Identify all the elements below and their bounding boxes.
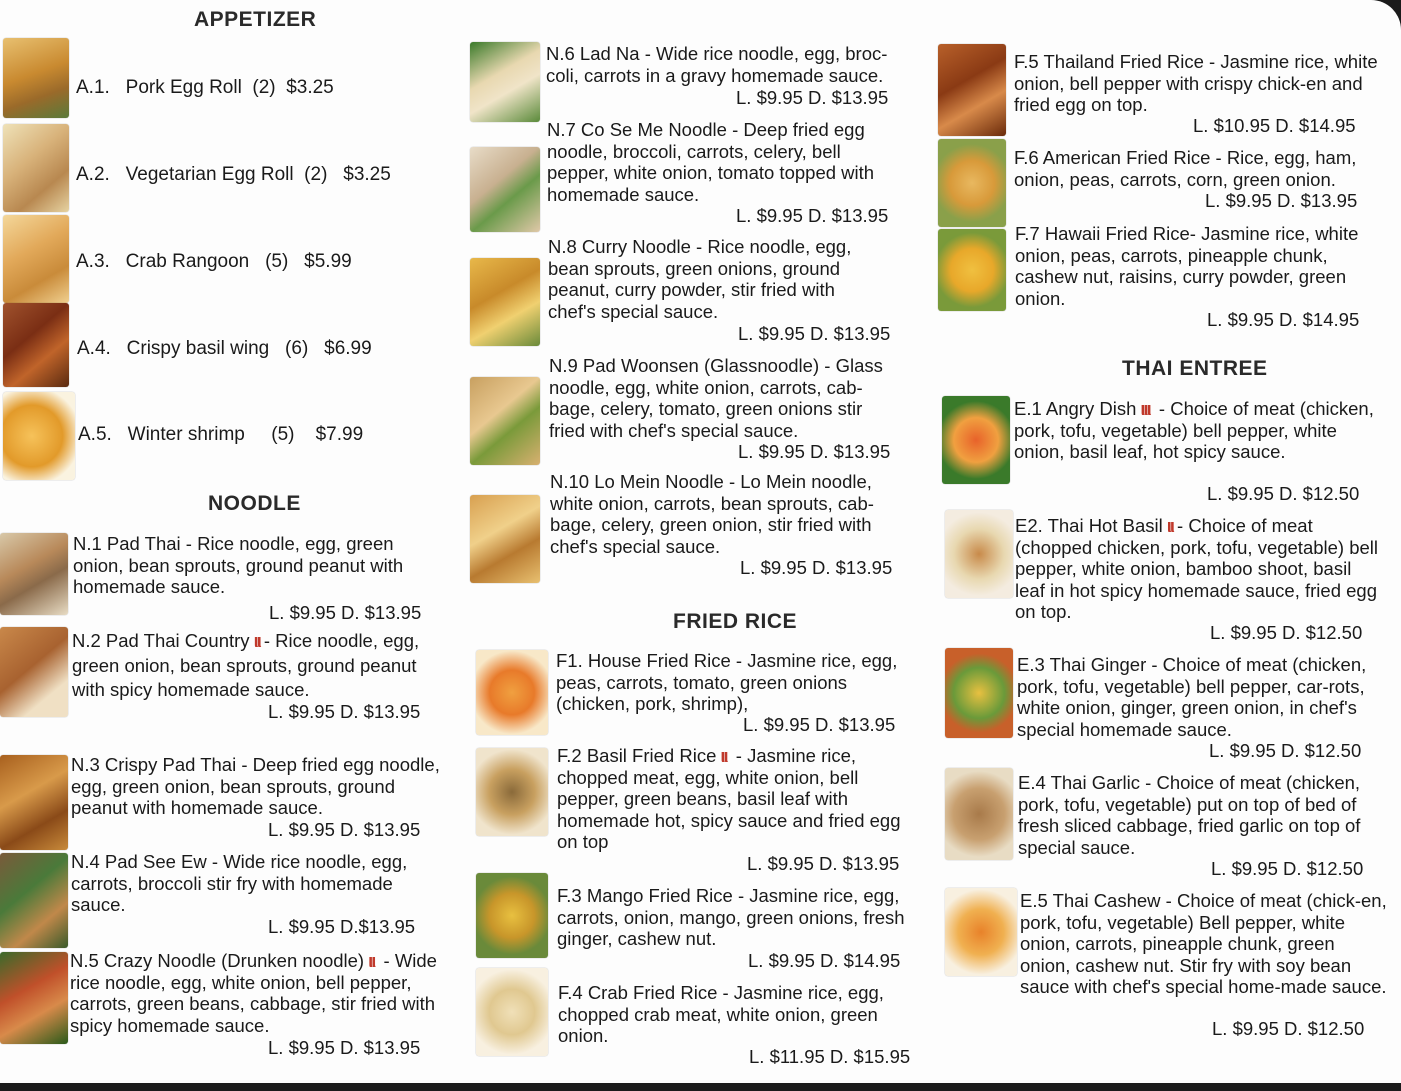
- pad-thai-photo: [0, 533, 68, 615]
- item-desc: - Jasmine rice, egg, peas, carrots, tomato, green onions (chicken, pork, shrimp),: [556, 650, 898, 714]
- item-desc: - Rice noodle, egg, green onion, bean sprouts, ground peanut with spicy homemade sauce.: [72, 630, 420, 700]
- fried-rice-item-f5: [1014, 51, 1389, 116]
- noodle-item-n1: [73, 533, 443, 598]
- thai-hot-basil-photo: [945, 510, 1013, 598]
- item-desc: - Jasmine rice, egg, chopped crab meat, white onion, green onion.: [558, 982, 884, 1046]
- noodle-item-n3: [71, 754, 441, 819]
- thailand-fried-rice-photo: [938, 44, 1006, 136]
- appetizer-heading: APPETIZER: [194, 8, 317, 31]
- thai-cashew-photo: [945, 888, 1017, 976]
- item-price: $6.99: [324, 338, 372, 359]
- noodle-item-n2: [72, 629, 442, 703]
- mango-fried-rice-photo: [476, 873, 548, 958]
- item-price: L. $9.95 D. $13.95: [736, 87, 889, 108]
- item-title: N.9 Pad Woonsen (Glassnoodle): [549, 355, 820, 376]
- curry-noodle-photo: [470, 258, 540, 346]
- item-name: Pork Egg Roll: [125, 77, 242, 98]
- item-code: A.1.: [76, 77, 110, 98]
- lo-mein-photo: [470, 495, 540, 583]
- item-title: F.3 Mango Fried Rice: [557, 885, 733, 906]
- basil-fried-rice-photo: [476, 748, 548, 836]
- item-title: F.2 Basil Fried Rice: [557, 745, 717, 766]
- lad-na-photo: [470, 42, 540, 122]
- item-price: L. $9.95 D. $13.95: [747, 853, 900, 874]
- item-title: N.3 Crispy Pad Thai: [71, 754, 237, 775]
- entree-item-e5: [1020, 890, 1390, 998]
- item-price: L. $9.95 D. $14.95: [1207, 309, 1360, 330]
- item-title: F1. House Fried Rice: [556, 650, 731, 671]
- fried-rice-item-f3: [557, 885, 922, 950]
- item-desc: - Choice of meat (chopped chicken, pork, tofu, vegetable) bell pepper, white onion, bamboo shoot, basil leaf in hot spicy homemade sauce, fried egg on top.: [1015, 515, 1379, 622]
- item-price: L. $9.95 D. $12.50: [1211, 858, 1364, 879]
- item-code: A.4.: [77, 338, 111, 359]
- veg-egg-roll-photo: [3, 124, 69, 212]
- item-price: L. $10.95 D. $14.95: [1193, 115, 1356, 136]
- item-price: L. $9.95 D. $14.95: [748, 950, 901, 971]
- appetizer-item-a1: [76, 77, 334, 99]
- page-bottom-edge: [0, 1083, 1401, 1091]
- item-desc: - Rice noodle, egg, green onion, bean sprouts, ground peanut with homemade sauce.: [73, 533, 404, 597]
- basil-wing-photo: [3, 303, 69, 387]
- item-price: L. $9.95 D. $12.50: [1207, 483, 1360, 504]
- item-title: F.6 American Fried Rice: [1014, 147, 1211, 168]
- item-code: A.3.: [76, 251, 110, 272]
- noodle-item-n7: [547, 119, 877, 205]
- noodle-item-n4: [71, 851, 441, 916]
- fried-rice-item-f6: [1014, 147, 1369, 190]
- item-title: N.2 Pad Thai Country: [72, 630, 250, 651]
- item-desc: - Choice of meat (chick-en, pork, tofu, vegetable) Bell pepper, white onion, carrots, pineapple chunk, green onion, cashew nut. Stir fry with soy bean sauce with chef's special home-made sauce.: [1020, 890, 1387, 997]
- appetizer-item-a3: [76, 251, 352, 273]
- item-desc: - Deep fried egg noodle, broccoli, carrots, celery, bell pepper, white onion, tomato topped with homemade sauce.: [547, 119, 875, 205]
- hawaii-fried-rice-photo: [938, 229, 1006, 311]
- winter-shrimp-photo: [3, 392, 75, 480]
- item-name: Crab Rangoon: [125, 251, 250, 272]
- item-code: A.2.: [76, 164, 110, 185]
- fried-rice-item-f4: [558, 982, 913, 1047]
- american-fried-rice-photo: [938, 139, 1006, 227]
- item-title: E.4 Thai Garlic: [1018, 772, 1141, 793]
- item-price: L. $9.95 D. $13.95: [740, 557, 893, 578]
- item-title: E.3 Thai Ginger: [1017, 654, 1147, 675]
- fried-rice-item-f7: [1015, 223, 1375, 309]
- egg-roll-photo: [3, 38, 69, 118]
- item-price: L. $9.95 D. $13.95: [269, 602, 422, 623]
- fried-rice-heading: FRIED RICE: [673, 610, 798, 633]
- item-title: N.4 Pad See Ew: [71, 851, 207, 872]
- crispy-pad-thai-photo: [0, 755, 68, 850]
- chili-icon: ιιι: [1140, 398, 1150, 419]
- item-desc: - Deep fried egg noodle, egg, green onion, bean sprouts, ground peanut with homemade sauce.: [71, 754, 440, 818]
- house-fried-rice-photo: [476, 650, 548, 735]
- item-price: L. $9.95 D. $13.95: [738, 323, 891, 344]
- chili-icon: ιι: [253, 630, 260, 651]
- noodle-item-n10: [550, 471, 900, 557]
- fried-rice-item-f1: [556, 650, 906, 715]
- item-desc: - Jasmine rice, egg, carrots, onion, mango, green onions, fresh ginger, cashew nut.: [557, 885, 905, 949]
- item-title: E2. Thai Hot Basil: [1015, 515, 1163, 536]
- item-title: N.7 Co Se Me Noodle: [547, 119, 727, 140]
- item-price: L. $11.95 D. $15.95: [749, 1046, 911, 1067]
- item-price: L. $9.95 D. $13.95: [268, 701, 421, 722]
- item-price: L. $9.95 D. $12.50: [1209, 740, 1362, 761]
- item-desc: - Wide rice noodle, egg, broc-coli, carrots in a gravy homemade sauce.: [546, 43, 888, 86]
- item-price: L. $9.95 D. $13.95: [268, 1037, 421, 1058]
- item-title: E.5 Thai Cashew: [1020, 890, 1161, 911]
- noodle-heading: NOODLE: [208, 492, 301, 515]
- angry-dish-photo: [942, 396, 1010, 484]
- item-price: L. $9.95 D. $13.95: [743, 714, 896, 735]
- item-name: Winter shrimp: [127, 424, 245, 445]
- item-price: L. $9.95 D. $12.50: [1212, 1018, 1365, 1039]
- noodle-item-n5: [70, 950, 450, 1036]
- item-title: F.4 Crab Fried Rice: [558, 982, 718, 1003]
- item-title: N.8 Curry Noodle: [548, 236, 691, 257]
- item-desc: - Rice noodle, egg, bean sprouts, green onions, ground peanut, curry powder, stir fried with chef's special sauce.: [548, 236, 852, 322]
- item-title: N.6 Lad Na: [546, 43, 640, 64]
- item-price: L. $9.95 D. $13.95: [736, 205, 889, 226]
- entree-item-e4: [1018, 772, 1383, 858]
- appetizer-item-a5: [78, 424, 363, 446]
- item-price: L. $9.95 D. $13.95: [268, 819, 421, 840]
- item-title: N.10 Lo Mein Noodle: [550, 471, 724, 492]
- item-desc: - Choice of meat (chicken, pork, tofu, vegetable) bell pepper, white onion, basil leaf, hot spicy sauce.: [1014, 398, 1374, 462]
- item-desc: - Lo Mein noodle, white onion, carrots, bean sprouts, cab-bage, celery, green onion, stir fried with chef's special sauce.: [550, 471, 874, 557]
- item-desc: - Jasmine rice, white onion, bell pepper with crispy chick-en and fried egg on top.: [1014, 51, 1378, 115]
- item-name: Crispy basil wing: [126, 338, 270, 359]
- item-qty: (2): [304, 164, 328, 185]
- item-price: $3.25: [286, 77, 334, 98]
- noodle-item-n8: [548, 236, 868, 322]
- crab-rangoon-photo: [3, 215, 69, 303]
- item-desc: - Jasmine rice, white onion, peas, carrots, pineapple chunk, cashew nut, raisins, curry powder, green onion.: [1015, 223, 1359, 309]
- item-price: L. $9.95 D. $12.50: [1210, 622, 1363, 643]
- item-desc: - Jasmine rice, chopped meat, egg, white onion, bell pepper, green beans, basil leaf with homemade hot, spicy sauce and fried egg on top: [557, 745, 901, 852]
- item-price: L. $9.95 D. $13.95: [1205, 190, 1358, 211]
- item-qty: (2): [252, 77, 276, 98]
- item-title: E.1 Angry Dish: [1014, 398, 1137, 419]
- item-desc: - Glass noodle, egg, white onion, carrots, cab-bage, celery, tomato, green onions stir fried with chef's special sauce.: [549, 355, 883, 441]
- item-code: A.5.: [78, 424, 112, 445]
- entree-item-e1: [1014, 398, 1374, 463]
- fried-rice-item-f2: [557, 745, 902, 853]
- crazy-noodle-photo: [0, 952, 68, 1044]
- pad-see-ew-photo: [0, 853, 68, 948]
- item-desc: - Wide rice noodle, egg, white onion, bell pepper, carrots, green beans, cabbage, stir fried with spicy homemade sauce.: [70, 950, 437, 1036]
- thai-garlic-photo: [945, 768, 1013, 860]
- item-price: L. $9.95 D. $13.95: [738, 441, 891, 462]
- item-name: Vegetarian Egg Roll: [125, 164, 294, 185]
- item-desc: - Choice of meat (chicken, pork, tofu, vegetable) put on top of bed of fresh sliced cabbage, fried garlic on top of special sauce.: [1018, 772, 1361, 858]
- item-price: $3.25: [343, 164, 391, 185]
- item-desc: - Wide rice noodle, egg, carrots, broccoli stir fry with homemade sauce.: [71, 851, 408, 915]
- chili-icon: ιι: [1166, 515, 1174, 536]
- co-se-me-photo: [470, 147, 540, 232]
- item-qty: (5): [265, 251, 289, 272]
- item-price: L. $9.95 D.$13.95: [268, 916, 416, 937]
- item-title: F.7 Hawaii Fried Rice: [1015, 223, 1190, 244]
- item-price: $7.99: [315, 424, 364, 445]
- pad-woonsen-photo: [470, 377, 540, 465]
- crab-fried-rice-photo: [476, 968, 548, 1056]
- item-qty: (5): [271, 424, 295, 445]
- entree-item-e2: [1015, 515, 1385, 623]
- item-qty: (6): [285, 338, 309, 359]
- thai-ginger-photo: [945, 648, 1013, 738]
- appetizer-item-a4: [77, 338, 372, 360]
- noodle-item-n9: [549, 355, 889, 441]
- noodle-item-n6: [546, 43, 906, 86]
- pad-thai-country-photo: [0, 627, 68, 717]
- chili-icon: ιι: [368, 950, 375, 971]
- appetizer-item-a2: [76, 164, 391, 186]
- item-desc: - Rice, egg, ham, onion, peas, carrots, corn, green onion.: [1014, 147, 1357, 190]
- item-price: $5.99: [304, 251, 352, 272]
- item-desc: - Choice of meat (chicken, pork, tofu, vegetable) bell pepper, car-rots, white onion, ginger, green onion, in chef's special homemade sauce.: [1017, 654, 1367, 740]
- item-title: N.1 Pad Thai: [73, 533, 181, 554]
- chili-icon: ιι: [720, 745, 727, 766]
- entree-item-e3: [1017, 654, 1387, 740]
- thai-entree-heading: THAI ENTREE: [1122, 357, 1268, 380]
- item-title: N.5 Crazy Noodle (Drunken noodle): [70, 950, 365, 971]
- item-title: F.5 Thailand Fried Rice: [1014, 51, 1204, 72]
